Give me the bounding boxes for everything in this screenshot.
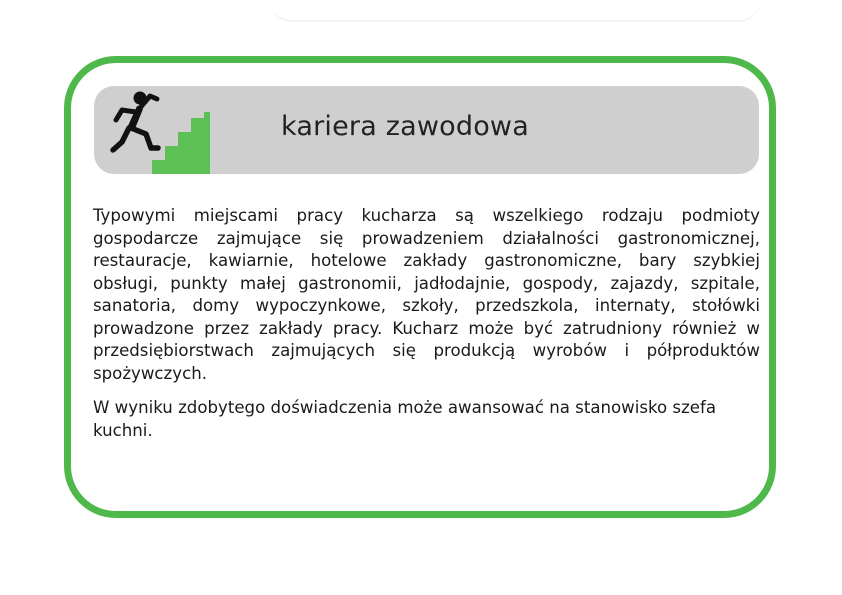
paragraph-workplaces: Typowymi miejscami pracy kucharza są wszelkiego rodzaju podmioty gospodarcze zajmujące się prowadzeniem działalności gastronomicznej, restauracje, kawiarnie, hotelowe zakłady gastronomiczne, bary szybkiej obsługi, punkty małej gastronomii, jadłodajnie, gospody, zajazdy, szpitale, sanatoria, domy wypoczynkowe, szkoły, przedszkola, internaty, stołówki prowadzone przez zakłady pracy. Kucharz może być zatrudniony również w przedsiębiorstwach zajmujących się produkcją wyrobów i półproduktów spożywczych. [93,206,760,383]
top-decorative-edge [270,0,760,22]
section-title: kariera zawodowa [281,111,529,142]
running-up-stairs-icon [110,88,214,174]
paragraph-promotion: W wyniku zdobytego doświadczenia może awansować na stanowisko szefa kuchni. [93,398,717,440]
career-description [93,205,760,454]
